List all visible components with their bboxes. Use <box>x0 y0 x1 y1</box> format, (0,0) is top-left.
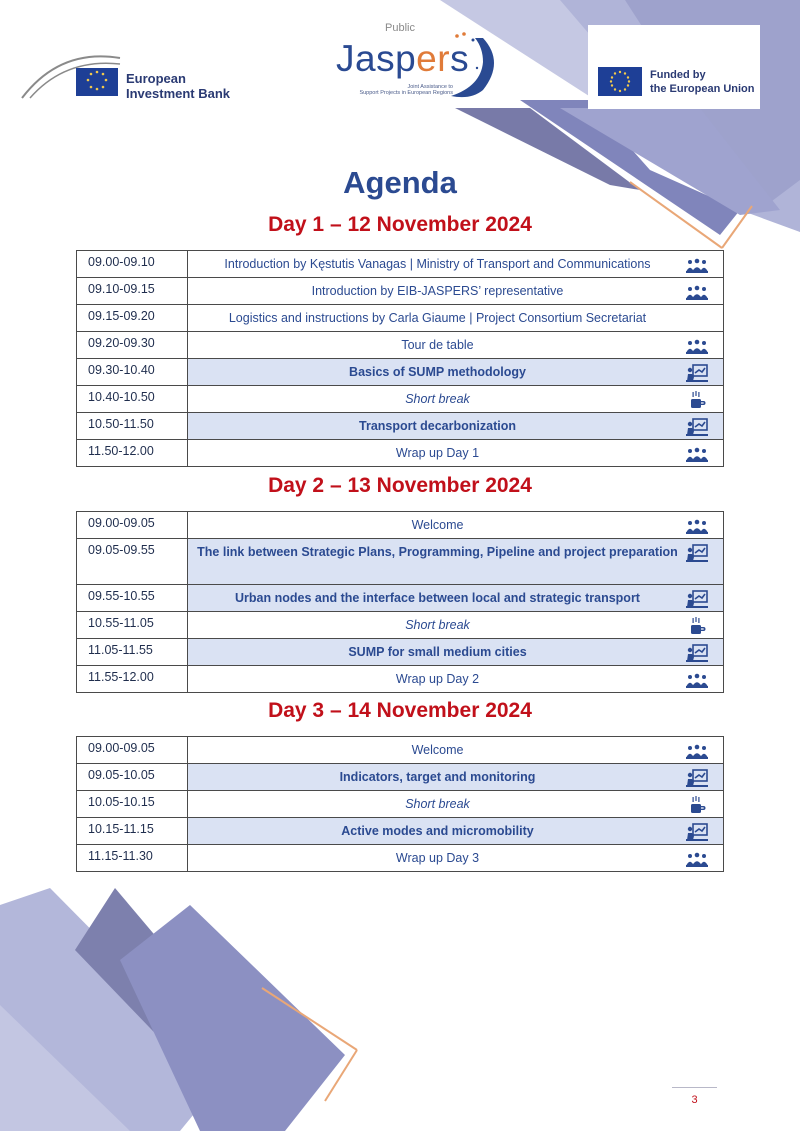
eu-funding-line2: the European Union <box>650 83 755 95</box>
day-2-heading: Day 2 – 13 November 2024 <box>268 474 532 497</box>
group-icon <box>686 283 708 301</box>
session-title: Basics of SUMP methodology <box>349 365 526 379</box>
session-cell <box>188 791 724 818</box>
session-cell <box>188 278 724 305</box>
day-3-heading: Day 3 – 14 November 2024 <box>268 699 532 722</box>
jaspers-tagline-line1: Joint Assistance to <box>407 84 453 90</box>
agenda-row <box>77 791 724 818</box>
session-cell <box>188 737 724 764</box>
session-title: Short break <box>405 392 470 406</box>
agenda-row <box>77 512 724 539</box>
presentation-icon <box>686 418 708 436</box>
group-icon <box>686 742 708 760</box>
group-icon <box>686 517 708 535</box>
agenda-row <box>77 278 724 305</box>
coffee-icon <box>686 617 708 635</box>
group-icon <box>686 850 708 868</box>
session-cell <box>188 612 724 639</box>
jaspers-logo <box>333 28 503 100</box>
session-cell <box>188 386 724 413</box>
session-cell <box>188 764 724 791</box>
session-title: Welcome <box>411 743 464 757</box>
presentation-icon <box>686 590 708 608</box>
session-cell <box>188 413 724 440</box>
day-1-heading: Day 1 – 12 November 2024 <box>268 213 532 236</box>
group-icon <box>686 337 708 355</box>
jaspers-wordmark-part-b: er <box>416 38 451 79</box>
classification-label: Public <box>385 22 415 34</box>
time-slot: 10.50-11.50 <box>77 413 188 440</box>
presentation-icon <box>686 823 708 841</box>
group-icon <box>686 671 708 689</box>
session-cell <box>188 440 724 467</box>
session-title: Indicators, target and monitoring <box>339 770 536 784</box>
time-slot: 09.05-09.55 <box>77 539 188 585</box>
group-icon <box>686 256 708 274</box>
session-cell <box>188 512 724 539</box>
time-slot: 09.20-09.30 <box>77 332 188 359</box>
session-cell <box>188 332 724 359</box>
session-cell <box>188 359 724 386</box>
day-2-agenda-table <box>76 511 724 693</box>
time-slot: 09.55-10.55 <box>77 585 188 612</box>
session-title: Short break <box>405 797 470 811</box>
agenda-row <box>77 413 724 440</box>
eib-logo <box>20 50 235 105</box>
session-cell <box>188 251 724 278</box>
eu-funding-line1: Funded by <box>650 69 706 81</box>
eu-flag-icon <box>598 67 642 96</box>
agenda-row <box>77 359 724 386</box>
session-title: Logistics and instructions by Carla Giaume | Project Consortium Secretariat <box>228 311 647 325</box>
agenda-row <box>77 332 724 359</box>
session-cell <box>188 845 724 872</box>
agenda-row <box>77 386 724 413</box>
time-slot: 09.00-09.05 <box>77 737 188 764</box>
jaspers-wordmark-part-a: Jasp <box>336 38 417 79</box>
agenda-row <box>77 251 724 278</box>
presentation-icon <box>686 644 708 662</box>
coffee-icon <box>686 391 708 409</box>
jaspers-wordmark-part-c: s <box>450 38 470 79</box>
session-title: Urban nodes and the interface between local and strategic transport <box>235 591 640 605</box>
presentation-icon <box>686 544 708 562</box>
session-cell <box>188 585 724 612</box>
session-title: Active modes and micromobility <box>341 824 534 838</box>
agenda-row <box>77 585 724 612</box>
session-title: Wrap up Day 1 <box>395 446 480 460</box>
presentation-icon <box>686 769 708 787</box>
coffee-icon <box>686 796 708 814</box>
session-cell <box>188 818 724 845</box>
day-1-agenda-table <box>76 250 724 467</box>
session-title: Tour de table <box>401 338 474 352</box>
agenda-row <box>77 818 724 845</box>
time-slot: 09.05-10.05 <box>77 764 188 791</box>
session-title: Introduction by Kęstutis Vanagas | Ministry of Transport and Communications <box>224 257 651 271</box>
time-slot: 11.05-11.55 <box>77 639 188 666</box>
session-cell <box>188 305 724 332</box>
session-title: Short break <box>405 618 470 632</box>
jaspers-wordmark <box>336 38 469 80</box>
time-slot: 09.10-09.15 <box>77 278 188 305</box>
group-icon <box>686 445 708 463</box>
footer-divider <box>672 1087 717 1088</box>
time-slot: 10.05-10.15 <box>77 791 188 818</box>
day-3-agenda-table <box>76 736 724 872</box>
agenda-row <box>77 737 724 764</box>
page-number: 3 <box>691 1094 698 1106</box>
eib-name-line2: Investment Bank <box>126 86 231 101</box>
time-slot: 09.15-09.20 <box>77 305 188 332</box>
agenda-row <box>77 639 724 666</box>
session-title: Wrap up Day 3 <box>395 851 480 865</box>
agenda-row <box>77 666 724 693</box>
agenda-row <box>77 305 724 332</box>
eu-funding-logo <box>588 25 760 109</box>
page-title: Agenda <box>343 165 457 200</box>
time-slot: 10.40-10.50 <box>77 386 188 413</box>
agenda-row <box>77 845 724 872</box>
session-title: SUMP for small medium cities <box>348 645 527 659</box>
time-slot: 09.00-09.10 <box>77 251 188 278</box>
session-title: Introduction by EIB-JASPERS’ representative <box>311 284 564 298</box>
agenda-row <box>77 764 724 791</box>
agenda-row <box>77 440 724 467</box>
session-title: Wrap up Day 2 <box>395 672 480 686</box>
jaspers-tagline-line2: Support Projects in European Regions <box>359 90 453 96</box>
agenda-row <box>77 612 724 639</box>
session-title: The link between Strategic Plans, Programming, Pipeline and project preparation <box>197 545 678 559</box>
session-cell <box>188 666 724 693</box>
time-slot: 09.00-09.05 <box>77 512 188 539</box>
time-slot: 11.50-12.00 <box>77 440 188 467</box>
time-slot: 11.55-12.00 <box>77 666 188 693</box>
agenda-row <box>77 539 724 585</box>
presentation-icon <box>686 364 708 382</box>
session-cell <box>188 539 724 585</box>
time-slot: 09.30-10.40 <box>77 359 188 386</box>
session-cell <box>188 639 724 666</box>
eib-name-line1: European <box>126 71 186 86</box>
time-slot: 10.55-11.05 <box>77 612 188 639</box>
session-title: Transport decarbonization <box>359 419 516 433</box>
session-title: Welcome <box>411 518 464 532</box>
time-slot: 10.15-11.15 <box>77 818 188 845</box>
time-slot: 11.15-11.30 <box>77 845 188 872</box>
